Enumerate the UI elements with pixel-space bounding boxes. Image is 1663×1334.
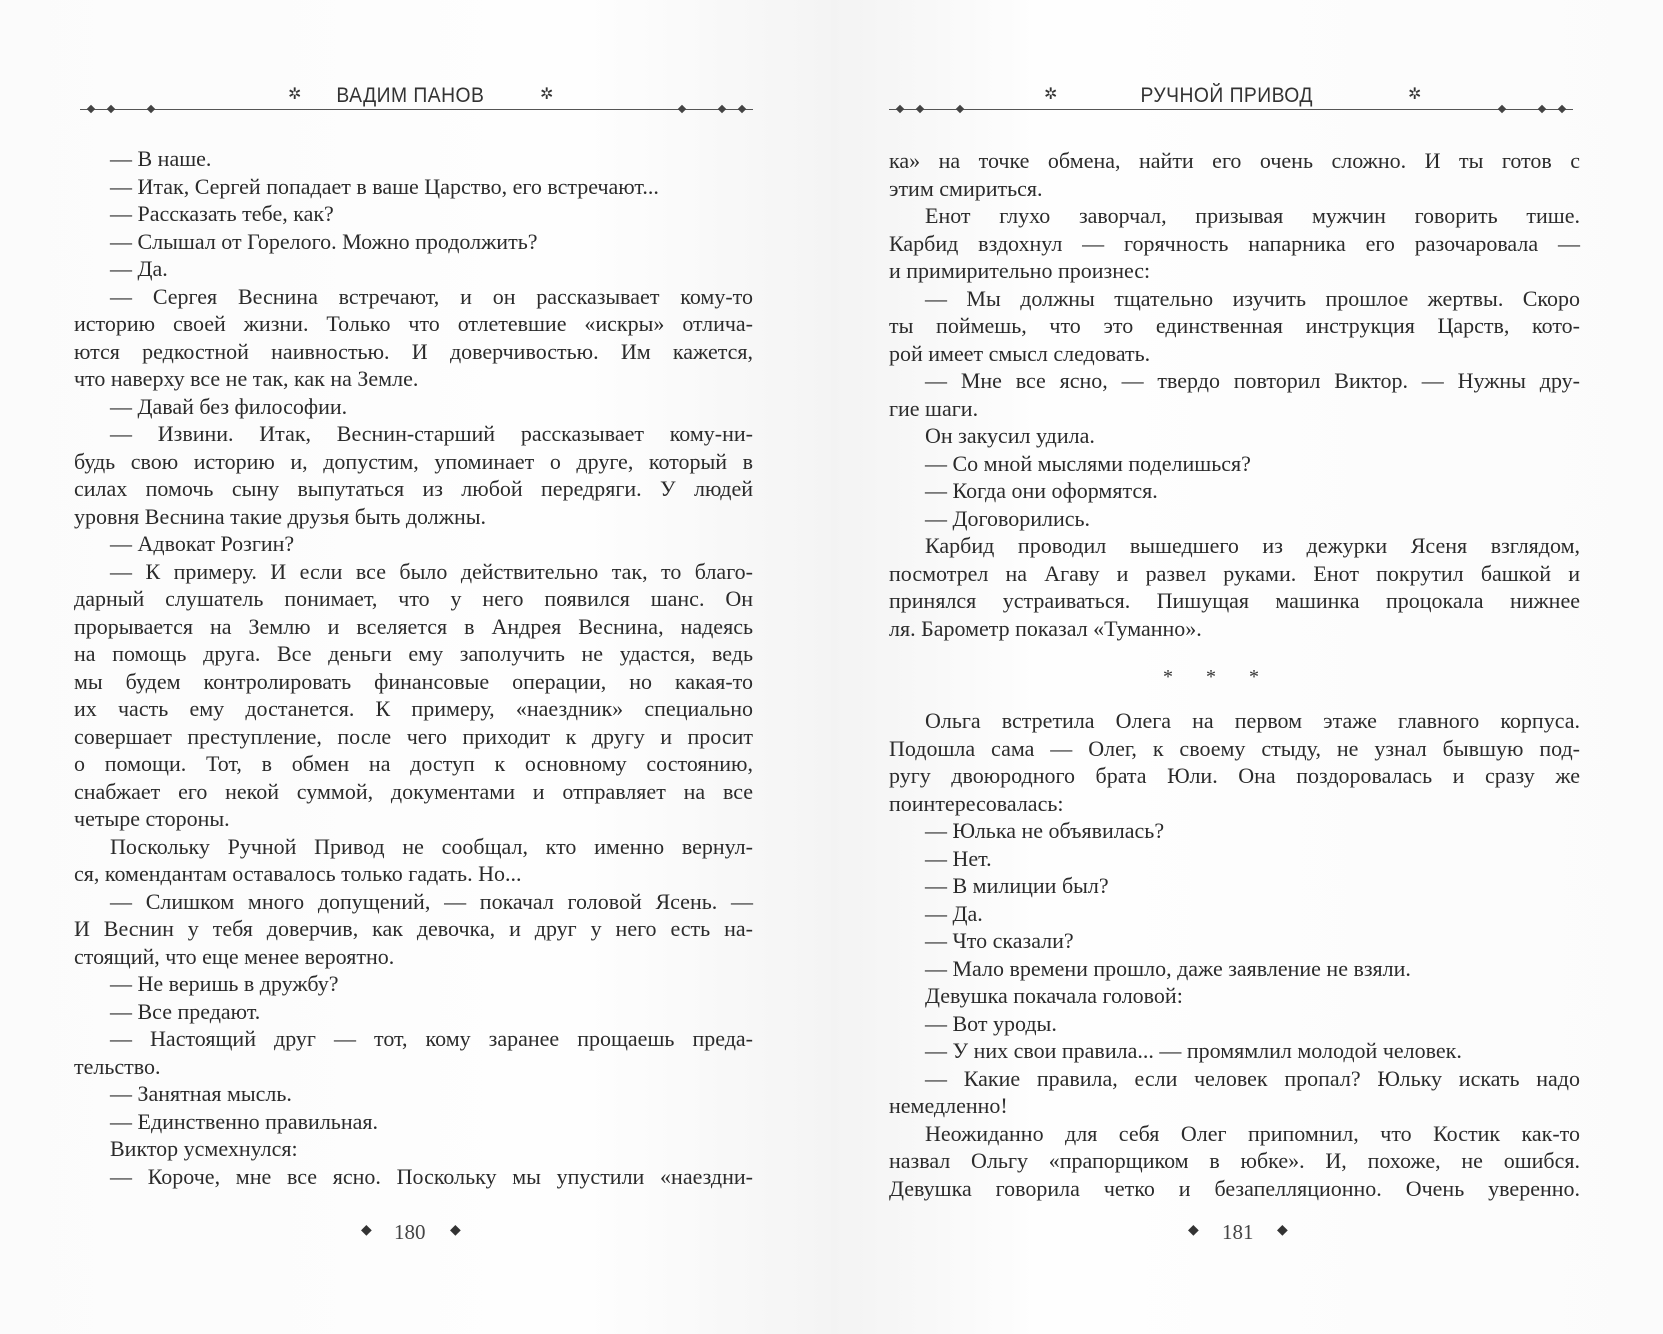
text-line: этим смириться. bbox=[889, 175, 1043, 201]
ornament-star-icon: ✲ bbox=[1408, 86, 1422, 103]
text-line: Енот глухо заворчал, призывая мужчин говорить тише. bbox=[925, 203, 1580, 228]
text-line: — Что сказали? bbox=[925, 928, 1074, 953]
text-line: — Настоящий друг — тот, кому заранее прощаешь преда- bbox=[110, 1026, 753, 1051]
text-line: Виктор усмехнулся: bbox=[110, 1136, 298, 1161]
text-line: мы будем контролировать финансовые операции, но какая-то bbox=[74, 668, 753, 694]
text-line: — Единственно правильная. bbox=[110, 1108, 378, 1134]
text-line: — В милиции был? bbox=[925, 873, 1109, 898]
text-line: — К примеру. И если все было действительно так, то благо- bbox=[110, 558, 753, 584]
text-line: и примирительно произнес: bbox=[889, 258, 1151, 283]
header-rule bbox=[80, 109, 753, 110]
text-line: на помощь друга. Все деньги ему заполучить не удастся, ведь bbox=[74, 641, 753, 666]
text-line: ля. Барометр показал «Туманно». bbox=[889, 615, 1202, 641]
text-line: назвал Ольгу «прапорщиком в юбке». И, похоже, не ошибся. bbox=[889, 1148, 1580, 1173]
page-number: 180 bbox=[394, 1220, 426, 1244]
text-line: — Договорились. bbox=[925, 505, 1091, 531]
header-rule bbox=[889, 109, 1573, 110]
running-head-author: ВАДИМ ПАНОВ bbox=[336, 84, 485, 107]
text-line: — Мы должны тщательно изучить прошлое жертвы. Скоро bbox=[925, 285, 1580, 311]
diamond-icon: ◆ bbox=[361, 1223, 372, 1238]
text-line: ся, комендантам оставалось только гадать. Но... bbox=[74, 861, 522, 886]
text-line: посмотрел на Агаву и развел руками. Енот покрутил башкой и bbox=[889, 560, 1580, 586]
text-line: Девушка говорила четко и безапелляционно. Очень уверенно. bbox=[889, 1175, 1580, 1201]
text-line: — Слишком много допущений, — покачал головой Ясень. — bbox=[110, 888, 753, 914]
text-line: историю своей жизни. Только что отлетевшие «искры» отлича- bbox=[74, 311, 753, 336]
text-line: принялся устраиваться. Пишущая машинка процокала нижнее bbox=[889, 588, 1580, 613]
text-line: ты поймешь, что это единственная инструкция Царств, кото- bbox=[889, 313, 1580, 338]
text-line: дарный слушатель понимает, что у него появился шанс. Он bbox=[74, 586, 753, 611]
text-line: — Вот уроды. bbox=[925, 1010, 1057, 1036]
text-line: — Да. bbox=[925, 900, 983, 926]
text-line: — Извини. Итак, Веснин-старший рассказывает кому-ни- bbox=[110, 421, 753, 446]
diamond-icon: ◆ bbox=[450, 1223, 461, 1238]
text-line: — Мне все ясно, — твердо повторил Виктор. — Нужны дру- bbox=[925, 368, 1580, 393]
text-line: — Занятная мысль. bbox=[110, 1081, 292, 1106]
right-page bbox=[831, 0, 1663, 1334]
text-line: — Слышал от Горелого. Можно продолжить? bbox=[110, 228, 538, 254]
text-line: Неожиданно для себя Олег припомнил, что Костик как-то bbox=[925, 1120, 1580, 1146]
text-line: о помощи. Тот, в обмен на доступ к основному состоянию, bbox=[74, 751, 753, 776]
ornament-star-icon: ✲ bbox=[540, 86, 554, 103]
diamond-icon: ◆ bbox=[1277, 1223, 1288, 1238]
text-line: Карбид вздохнул — горячность напарника его разочаровала — bbox=[889, 230, 1580, 256]
text-line: снабжает его некой суммой, документами и отправляет на все bbox=[74, 778, 753, 804]
text-line: силах помочь сыну выпутаться из любой передряги. У людей bbox=[74, 476, 753, 501]
ornament-star-icon: ✲ bbox=[1044, 86, 1058, 103]
text-line: — Со мной мыслями поделишься? bbox=[925, 450, 1251, 476]
text-line: — Сергея Веснина встречают, и он рассказывает кому-то bbox=[110, 283, 753, 309]
diamond-icon: ◆ bbox=[1188, 1223, 1199, 1238]
left-page bbox=[0, 0, 831, 1334]
text-line: — Итак, Сергей попадает в ваше Царство, его встречают... bbox=[110, 173, 659, 199]
left-page-text bbox=[74, 145, 753, 1190]
text-line: — Когда они оформятся. bbox=[925, 478, 1158, 503]
text-line: — Адвокат Розгин? bbox=[110, 531, 295, 556]
text-line: — Не веришь в дружбу? bbox=[110, 971, 339, 996]
text-line: прорывается на Землю и вселяется в Андрея Веснина, надеясь bbox=[74, 613, 753, 639]
text-line: — Да. bbox=[110, 256, 168, 281]
page-number: 181 bbox=[1222, 1220, 1254, 1244]
text-line: ка» на точке обмена, найти его очень сложно. И ты готов с bbox=[889, 148, 1580, 173]
text-line: рой имеет смысл следовать. bbox=[889, 340, 1151, 366]
text-line: тельство. bbox=[74, 1053, 161, 1079]
text-line: четыре стороны. bbox=[74, 806, 230, 831]
text-line: Поскольку Ручной Привод не сообщал, кто именно вернул- bbox=[110, 833, 753, 859]
text-line: — У них свои правила... — промямлил молодой человек. bbox=[925, 1038, 1462, 1063]
text-line: Он закусил удила. bbox=[925, 423, 1095, 448]
text-line: — Давай без философии. bbox=[110, 393, 348, 419]
text-line: — В наше. bbox=[110, 146, 212, 171]
text-line: — Какие правила, если человек пропал? Юльку искать надо bbox=[925, 1065, 1580, 1091]
text-line: Карбид проводил вышедшего из дежурки Ясеня взглядом, bbox=[925, 533, 1580, 558]
text-line: Подошла сама — Олег, к своему стыду, не узнал бывшую под- bbox=[889, 735, 1580, 761]
text-line: что наверху все не так, как на Земле. bbox=[74, 366, 419, 391]
text-line: уровня Веснина такие друзья быть должны. bbox=[74, 503, 486, 529]
text-line: ругу двоюродного брата Юли. Она поздоровалась и сразу же bbox=[889, 763, 1580, 788]
text-line: стоящий, что еще менее вероятно. bbox=[74, 943, 395, 969]
text-line: Ольга встретила Олега на первом этаже главного корпуса. bbox=[925, 708, 1580, 733]
text-line: — Короче, мне все ясно. Поскольку мы упустили «наездни- bbox=[110, 1163, 753, 1189]
ornament-star-icon: ✲ bbox=[288, 86, 302, 103]
text-line: — Нет. bbox=[925, 845, 992, 871]
right-page-text-bottom bbox=[889, 707, 1580, 1202]
text-line: — Юлька не объявилась? bbox=[925, 818, 1165, 843]
text-line: Девушка покачала головой: bbox=[925, 983, 1183, 1008]
text-line: немедленно! bbox=[889, 1093, 1008, 1118]
text-line: поинтересовалась: bbox=[889, 790, 1064, 816]
text-line: будь свою историю и, допустим, упоминает о друге, который в bbox=[74, 448, 753, 474]
section-separator: * * * bbox=[1163, 666, 1273, 688]
right-page-text-top bbox=[889, 147, 1580, 642]
text-line: гие шаги. bbox=[889, 395, 979, 421]
text-line: — Рассказать тебе, как? bbox=[110, 201, 334, 226]
text-line: ются редкостной наивностью. И доверчивостью. Им кажется, bbox=[74, 338, 753, 364]
text-line: их часть ему достанется. К примеру, «наездник» специально bbox=[74, 696, 753, 721]
text-line: И Веснин у тебя доверчив, как девочка, и друг у него есть на- bbox=[74, 916, 753, 941]
text-line: — Мало времени прошло, даже заявление не взяли. bbox=[925, 955, 1411, 981]
text-line: — Все предают. bbox=[110, 998, 261, 1024]
text-line: совершает преступление, после чего приходит к другу и просит bbox=[74, 723, 753, 749]
running-head-title: РУЧНОЙ ПРИВОД bbox=[1140, 84, 1313, 107]
